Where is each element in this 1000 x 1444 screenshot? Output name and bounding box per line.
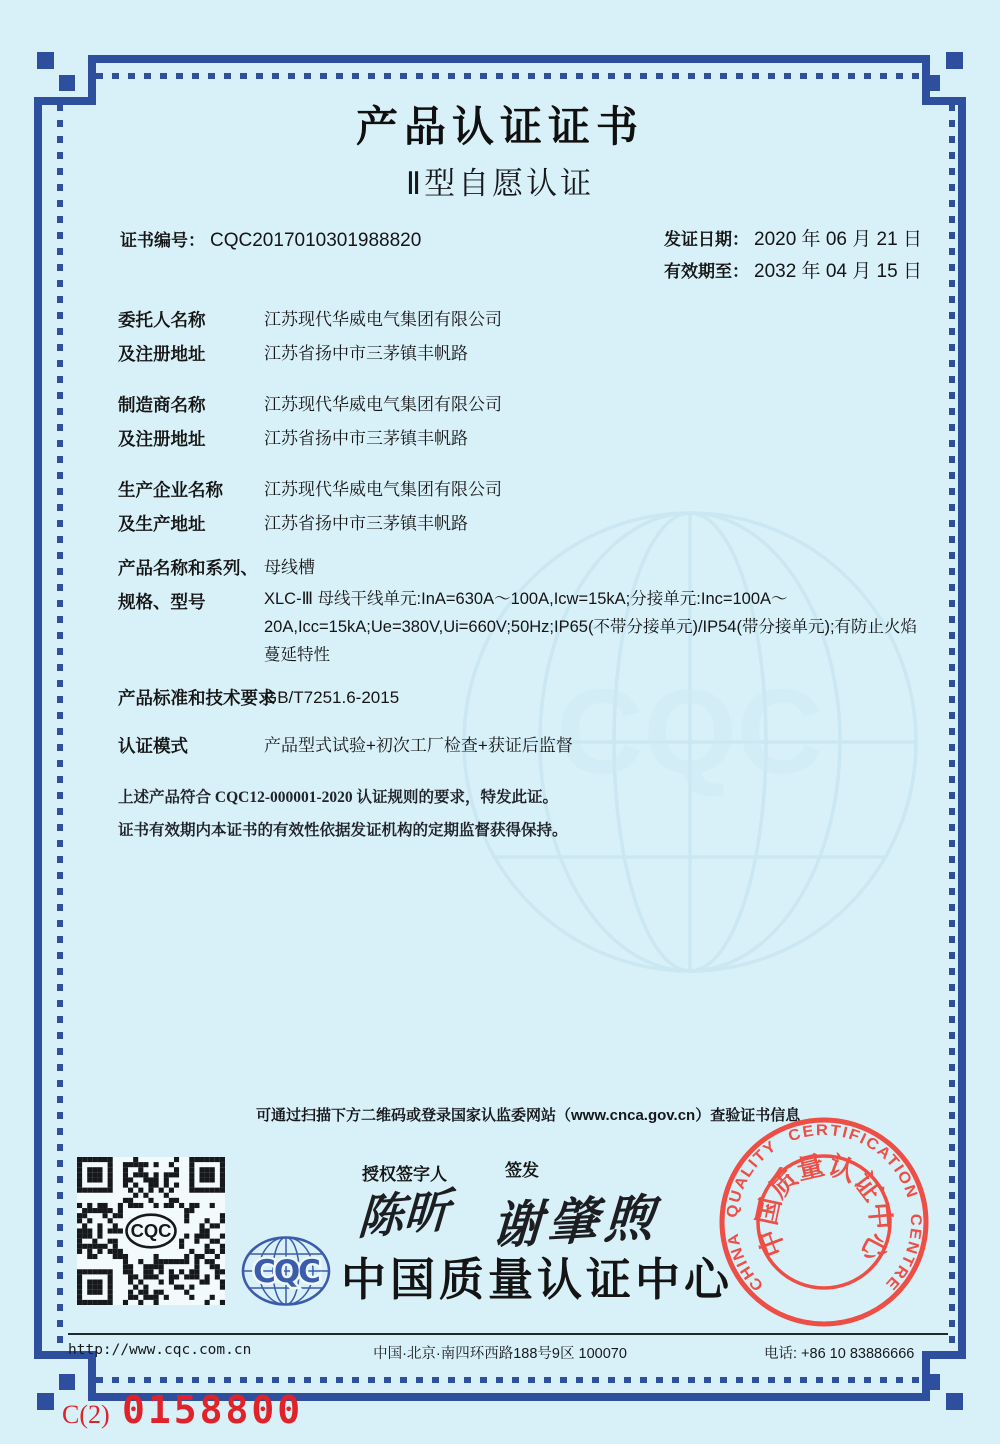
product-name-value: 母线槽 [264, 558, 315, 577]
certificate-number-label: 证书编号： [120, 231, 205, 250]
product-spec-line-3: 蔓延特性 [264, 646, 330, 664]
product-spec-line-1: XLC-Ⅲ 母线干线单元:InA=630A～100A,Icw=15kA;分接单元:Inc=100A～ [264, 590, 788, 608]
applicant-address-value: 江苏省扬中市三茅镇丰帆路 [264, 344, 468, 363]
certificate-number-row [120, 226, 421, 252]
factory-name-value: 江苏现代华威电气集团有限公司 [264, 480, 502, 499]
certificate-number-value: CQC2017010301988820 [210, 230, 422, 251]
applicant-address-label: 及注册地址 [118, 344, 206, 364]
manufacturer-address-label: 及注册地址 [118, 429, 206, 449]
footer-website: http://www.cqc.com.cn [68, 1342, 252, 1358]
standard-label: 产品标准和技术要求 [118, 688, 276, 708]
issuer-signature: 谢肇煦 [490, 1189, 662, 1255]
official-seal [716, 1114, 932, 1330]
seal-chinese-text: 中国质量认证中心 [751, 1149, 897, 1268]
certification-mode-value: 产品型式试验+初次工厂检查+获证后监督 [264, 736, 573, 755]
manufacturer-name-label: 制造商名称 [118, 395, 206, 415]
watermark-cqc-letters: CQC [556, 665, 824, 799]
factory-address-label: 及生产地址 [118, 514, 206, 534]
serial-number: 0158800 [122, 1388, 304, 1432]
standard-value: GB/T7251.6-2015 [264, 688, 400, 707]
expiry-date-row [664, 256, 922, 283]
cqc-logo [241, 1235, 331, 1307]
factory-address-value: 江苏省扬中市三茅镇丰帆路 [264, 514, 468, 533]
seal-english-text: CHINA QUALITY CERTIFICATION CENTRE [723, 1121, 925, 1294]
qr-code [77, 1157, 225, 1305]
svg-text:中国质量认证中心 [752, 1150, 896, 1268]
issue-date-label: 发证日期： [664, 230, 749, 249]
form-code: C(2) [62, 1400, 110, 1429]
footer-divider [68, 1333, 948, 1335]
issuer-label: 签发 [505, 1161, 539, 1180]
qr-center-cqc-letters: CQC [130, 1220, 172, 1242]
issue-date-row [664, 224, 922, 251]
compliance-statement: 上述产品符合 CQC12-000001-2020 认证规则的要求，特发此证。 [118, 789, 559, 806]
validity-statement: 证书有效期内本证书的有效性依据发证机构的定期监督获得保持。 [118, 822, 568, 839]
manufacturer-address-value: 江苏省扬中市三茅镇丰帆路 [264, 429, 468, 448]
expiry-date-label: 有效期至： [664, 262, 749, 281]
cqc-logo-letters: CQC [253, 1254, 319, 1290]
product-spec-line-2: 20A,Icc=15kA;Ue=380V,Ui=660V;50Hz;IP65(不带分接单元)/IP54(带分接单元);有防止火焰 [264, 618, 918, 636]
expiry-date-value: 2032 年 04 月 15 日 [754, 261, 922, 282]
applicant-name-label: 委托人名称 [118, 310, 206, 330]
product-model-label: 规格、型号 [118, 592, 206, 612]
product-name-label: 产品名称和系列、 [118, 558, 258, 578]
authorized-signature: 陈昕 [356, 1184, 451, 1245]
footer-phone: 电话: +86 10 83886666 [764, 1346, 915, 1362]
factory-name-label: 生产企业名称 [118, 480, 223, 500]
certification-mode-label: 认证模式 [118, 736, 188, 756]
organization-name: 中国质量认证中心 [341, 1254, 734, 1305]
authorized-signatory-label: 授权签字人 [362, 1165, 447, 1184]
verification-note: 可通过扫描下方二维码或登录国家认监委网站（www.cnca.gov.cn）查验证书信息 [256, 1107, 801, 1124]
manufacturer-name-value: 江苏现代华威电气集团有限公司 [264, 395, 502, 414]
applicant-name-value: 江苏现代华威电气集团有限公司 [264, 310, 502, 329]
issue-date-value: 2020 年 06 月 21 日 [754, 229, 922, 250]
certificate-subtitle: Ⅱ型自愿认证 [405, 166, 595, 201]
certificate-title: 产品认证证书 [355, 103, 644, 150]
footer-address: 中国·北京·南四环西路188号9区 100070 [373, 1346, 627, 1362]
